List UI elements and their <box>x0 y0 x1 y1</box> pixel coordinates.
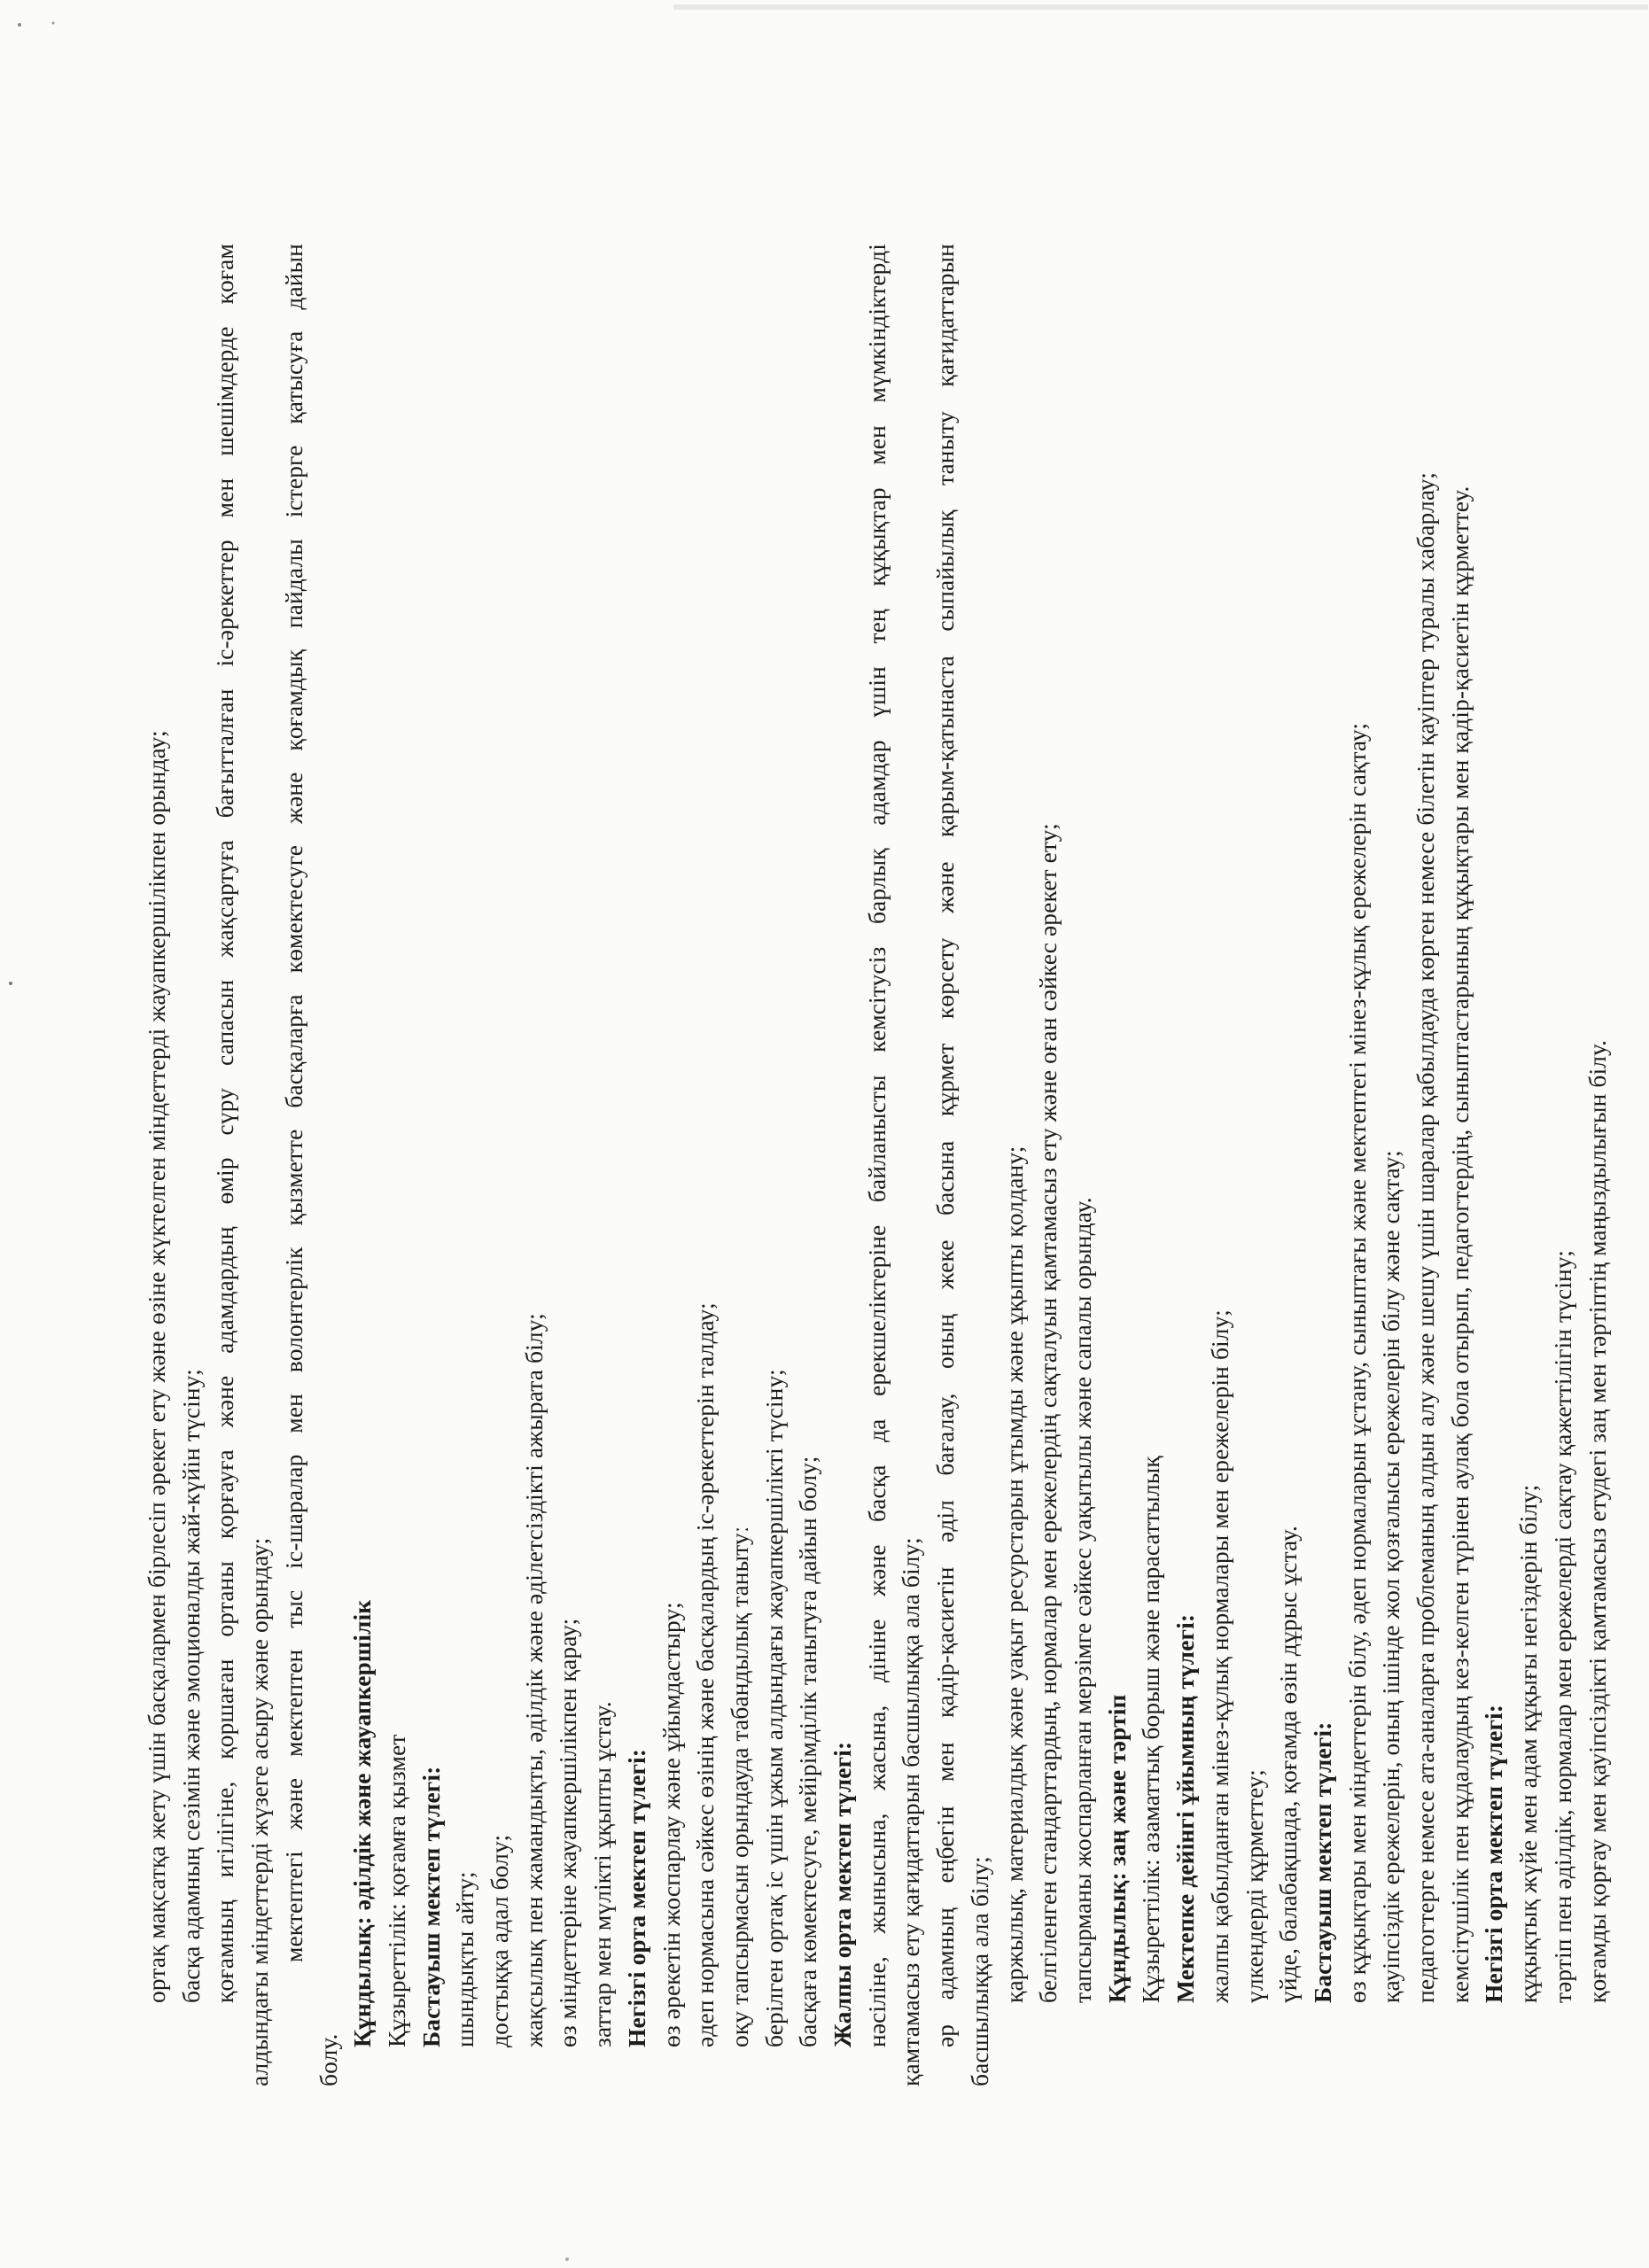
text-line: өз міндеттеріне жауапкершілікпен қарау; <box>554 1618 582 2047</box>
text-line: әр адамның еңбегін мен қадір-қасиетін әділ бағалау, оның жеке басына құрмет көрсету және қарым-қатынаста сыпайылық таныту қағидаттарын <box>931 244 960 2047</box>
text-line: жақсылық пен жамандықты, әділдік және әділетсіздікті ажырата білу; <box>519 1313 548 2047</box>
text-line: белгіленген стандарттардың, нормалар мен ережелердің сақталуын қамтамасыз ету және оған сәйкес әрекет ету; <box>1034 823 1062 2003</box>
text-line: қаржылық, материалдық және уақыт ресурстарын ұтымды және ұқыпты қолдану; <box>1000 1146 1028 2003</box>
text-line: құқықтық жүйе мен адам құқығы негіздерін білу; <box>1514 1484 1543 2003</box>
text-line: қоғамды қорғау мен қауіпсіздікті қамтамасыз етудегі заң мен тәртіптің маңыздылығын білу. <box>1583 1039 1611 2003</box>
section-heading: Негізгі орта мектеп түлегі: <box>1480 1704 1508 2003</box>
text-line: алдындағы міндеттерді жүзеге асыру және орындау; <box>245 1537 274 2086</box>
text-line: шындықты айту; <box>451 1871 479 2047</box>
text-line: қауіпсіздік ережелерін, оның ішінде жол қозғалысы ережелерін білу және сақтау; <box>1377 1150 1405 2003</box>
text-line: өз әрекетін жоспарлау және ұйымдастыру; <box>657 1602 685 2047</box>
text-line: педагогтерге немесе ата-аналарға проблеманың алдын алу және шешу үшін шаралар қабылдауда көрген немесе білетін қауіптер туралы хабарлау; <box>1412 472 1440 2003</box>
section-heading: Бастауыш мектеп түлегі: <box>416 1766 445 2047</box>
text-line: басшылыққа ала білу; <box>965 1856 993 2086</box>
text-line: қоғамның игілігіне, қоршаған ортаны қорғауға және адамдардың өмір сүру сапасын жақсартуға бағытталған іс-әрекеттер мен шешімдерде қоғам <box>211 244 239 2003</box>
text-line: өз құқықтары мен міндеттерін білу, әдеп нормаларын ұстану, сыныптағы және мектептегі мінез-құлық ережелерін сақтау; <box>1342 722 1371 2003</box>
section-heading: Жалпы орта мектеп түлегі: <box>828 1741 857 2047</box>
text-line: Құзыреттілік: қоғамға қызмет <box>382 1734 410 2047</box>
text-line: әдеп нормасына сәйкес өзінің және басқалардың іс-әрекеттерін талдау; <box>691 1302 719 2047</box>
section-heading: Құндылық: әділдік және жауапкершілік <box>348 1599 377 2047</box>
text-line: заттар мен мүлікті ұқыпты ұстау. <box>588 1701 617 2047</box>
text-line: мектептегі және мектептен тыс іс-шаралар мен волонтерлік қызметте басқаларға көмектесуге және қоғамдық пайдалы істерге қатысуға дайын <box>279 244 307 1962</box>
text-line: үйде, балабақшада, қоғамда өзін дұрыс ұстау. <box>1274 1525 1303 2003</box>
text-line: тәртіп пен әділдік, нормалар мен ережелерді сақтау қажеттілігін түсіну; <box>1548 1249 1576 2003</box>
text-line: басқаға көмектесуге, мейірімділік танытуға дайын болу; <box>794 1456 822 2047</box>
section-heading: Негізгі орта мектеп түлегі: <box>622 1748 650 2047</box>
section-heading: Мектепке дейінгі ұйымның түлегі: <box>1171 1613 1200 2003</box>
document-body <box>140 244 1614 2086</box>
text-line: болу. <box>314 2033 342 2086</box>
text-line: кемсітушілік пен құдалаудың кез-келген түрінен аулақ бола отырып, педагогтердің, сыныптастарының құқықтары мен қадір-қасиетін құрметтеу. <box>1445 485 1474 2003</box>
text-line: оқу тапсырмасын орындауда табандылық танытуː <box>725 1526 753 2047</box>
text-line: Құзыреттілік: азаматтық борыш және парасаттылық <box>1137 1456 1165 2003</box>
text-line: үлкендерді құрметтеу; <box>1240 1769 1268 2003</box>
text-line: жалпы қабылданған мінез-құлық нормалары мен ережелерін білу; <box>1205 1309 1233 2003</box>
text-line: тапсырманы жоспарланған мерзімге сәйкес уақытылы және сапалы орындау. <box>1068 1197 1096 2003</box>
text-line: қамтамасыз ету қағидаттарын басшылыққа ала білу; <box>897 1537 925 2086</box>
text-line: нәсіліне, жынысына, жасына, дініне және басқа да ерекшеліктеріне байланысты кемсітусіз барлық адамдар үшін тең құқықтар мен мүмкіндіктерді <box>862 244 891 2047</box>
section-heading: Бастауыш мектеп түлегі: <box>1308 1721 1336 2003</box>
text-line: басқа адамның сезімін және эмоционалды жай-күйін түсіну; <box>176 1369 205 2003</box>
text-line: берілген ортақ іс үшін ұжым алдындағы жауапкершілікті түсіну; <box>759 1369 788 2047</box>
text-line: ортақ мақсатқа жету үшін басқалармен бірлесіп әрекет ету және өзіне жүктелген міндеттерді жауапкершілікпен орындау; <box>143 730 170 2003</box>
section-heading: Құндылық: заң және тәртіп <box>1102 1694 1131 2003</box>
text-line: достыққа адал болу; <box>486 1834 514 2047</box>
